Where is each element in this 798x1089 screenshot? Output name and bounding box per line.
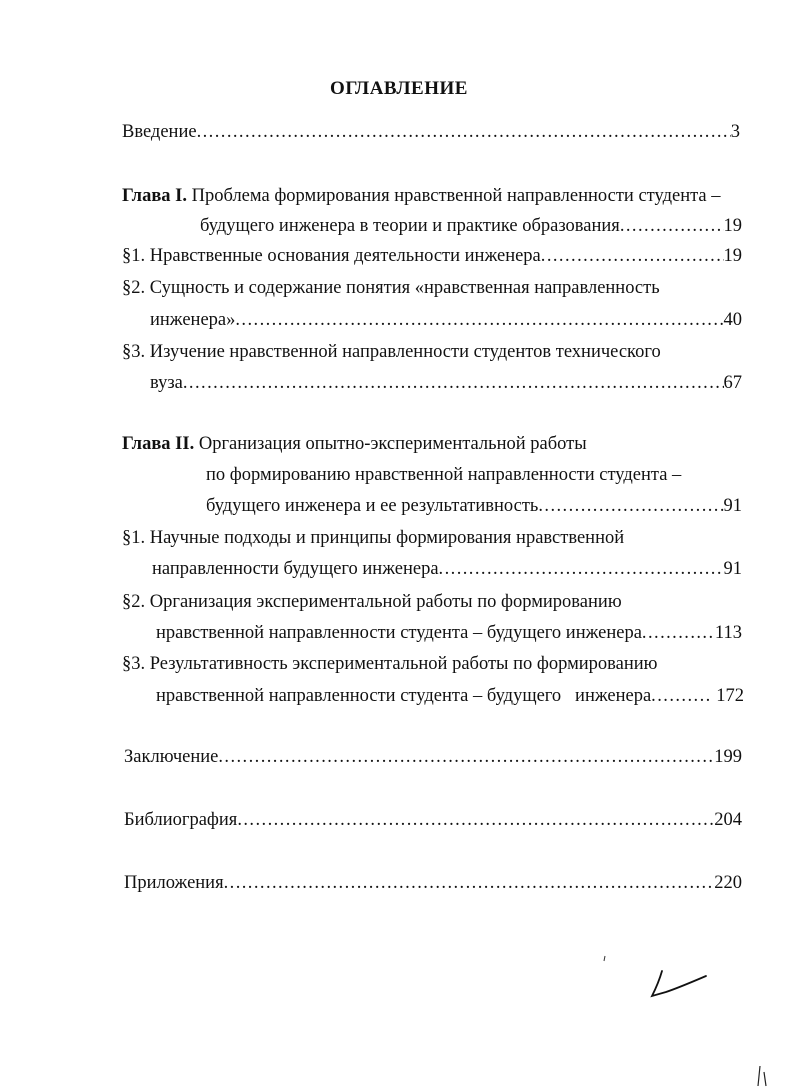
toc-page-number: 204 (714, 810, 742, 830)
toc-page-number: 19 (723, 246, 742, 266)
toc-entry-text: §2. Организация экспериментальной работы по формированию (122, 592, 622, 612)
toc-entry-text: будущего инженера и ее результативность (206, 496, 539, 516)
toc-chapter-1-title-cont[interactable] (200, 214, 742, 238)
toc-page-number: 40 (723, 310, 742, 330)
toc-page-number: 172 (716, 686, 744, 706)
toc-chapter-2-heading[interactable] (122, 432, 742, 456)
chapter-label: Глава I. (122, 186, 188, 206)
toc-section-1-1[interactable] (122, 244, 742, 268)
margin-mark-icon (756, 1064, 772, 1088)
ink-mark-icon (602, 955, 608, 963)
toc-leader-dots (237, 808, 714, 832)
signature-icon (648, 968, 710, 1000)
toc-section-2-2-cont[interactable] (156, 621, 742, 645)
toc-page-number: 19 (723, 216, 742, 236)
toc-page-number: 113 (714, 623, 742, 643)
toc-chapter-2-title-cont-1[interactable] (206, 463, 742, 487)
chapter-title-line: по формированию нравственной направленности студента – (206, 465, 682, 485)
chapter-title-line: Организация опытно-экспериментальной работы (194, 434, 587, 454)
chapter-title-line: Проблема формирования нравственной направленности студента – (187, 186, 721, 206)
toc-section-1-2[interactable] (122, 276, 742, 300)
toc-leader-dots (642, 621, 715, 645)
toc-section-1-2-cont[interactable] (150, 308, 742, 332)
toc-entry-text: инженера» (150, 310, 236, 330)
toc-leader-dots (538, 494, 723, 518)
toc-entry-text: нравственной направленности студента – будущего инженера (156, 686, 652, 706)
toc-entry-text: нравственной направленности студента – будущего инженера (156, 623, 642, 643)
toc-entry-text: направленности будущего инженера (152, 559, 439, 579)
toc-entry-text: §1. Нравственные основания деятельности инженера (122, 246, 541, 266)
toc-section-1-3-cont[interactable] (150, 371, 742, 395)
toc-section-2-2[interactable] (122, 590, 742, 614)
toc-page-number: 91 (723, 496, 742, 516)
toc-entry-text: Введение (122, 122, 197, 142)
toc-entry-text: вуза (150, 373, 183, 393)
toc-section-2-3[interactable] (122, 652, 742, 676)
toc-entry-text: Заключение (124, 747, 219, 767)
toc-leader-dots (439, 557, 724, 581)
toc-page-number: 220 (714, 873, 742, 893)
toc-leader-dots (651, 684, 712, 708)
toc-section-1-3[interactable] (122, 340, 742, 364)
toc-leader-dots (183, 371, 724, 395)
toc-entry-text: §3. Результативность экспериментальной работы по формированию (122, 654, 658, 674)
toc-section-2-1[interactable] (122, 526, 742, 550)
toc-page-number: 91 (723, 559, 742, 579)
toc-entry-appendices[interactable] (124, 871, 742, 895)
toc-entry-introduction[interactable] (122, 120, 740, 144)
toc-page-number: 67 (723, 373, 742, 393)
toc-leader-dots (224, 871, 715, 895)
toc-entry-text: будущего инженера в теории и практике образования (200, 216, 620, 236)
toc-leader-dots (541, 244, 724, 268)
toc-leader-dots (235, 308, 723, 332)
toc-section-2-3-cont[interactable] (156, 684, 744, 708)
toc-entry-text: §3. Изучение нравственной направленности студентов технического (122, 342, 661, 362)
toc-entry-text: Библиография (124, 810, 238, 830)
toc-page-number: 199 (714, 747, 742, 767)
toc-leader-dots (218, 745, 714, 769)
toc-entry-text: §1. Научные подходы и принципы формирования нравственной (122, 528, 625, 548)
toc-entry-conclusion[interactable] (124, 745, 742, 769)
toc-section-2-1-cont[interactable] (152, 557, 742, 581)
page-title: ОГЛАВЛЕНИЕ (330, 78, 468, 99)
toc-entry-bibliography[interactable] (124, 808, 742, 832)
toc-chapter-1-heading[interactable] (122, 184, 740, 208)
toc-page-number: 3 (730, 122, 740, 142)
toc-leader-dots (197, 120, 731, 144)
toc-chapter-2-title-cont-2[interactable] (206, 494, 742, 518)
toc-entry-text: Приложения (124, 873, 224, 893)
chapter-label: Глава II. (122, 434, 195, 454)
toc-entry-text: §2. Сущность и содержание понятия «нравственная направленность (122, 278, 660, 298)
toc-leader-dots (620, 214, 724, 238)
